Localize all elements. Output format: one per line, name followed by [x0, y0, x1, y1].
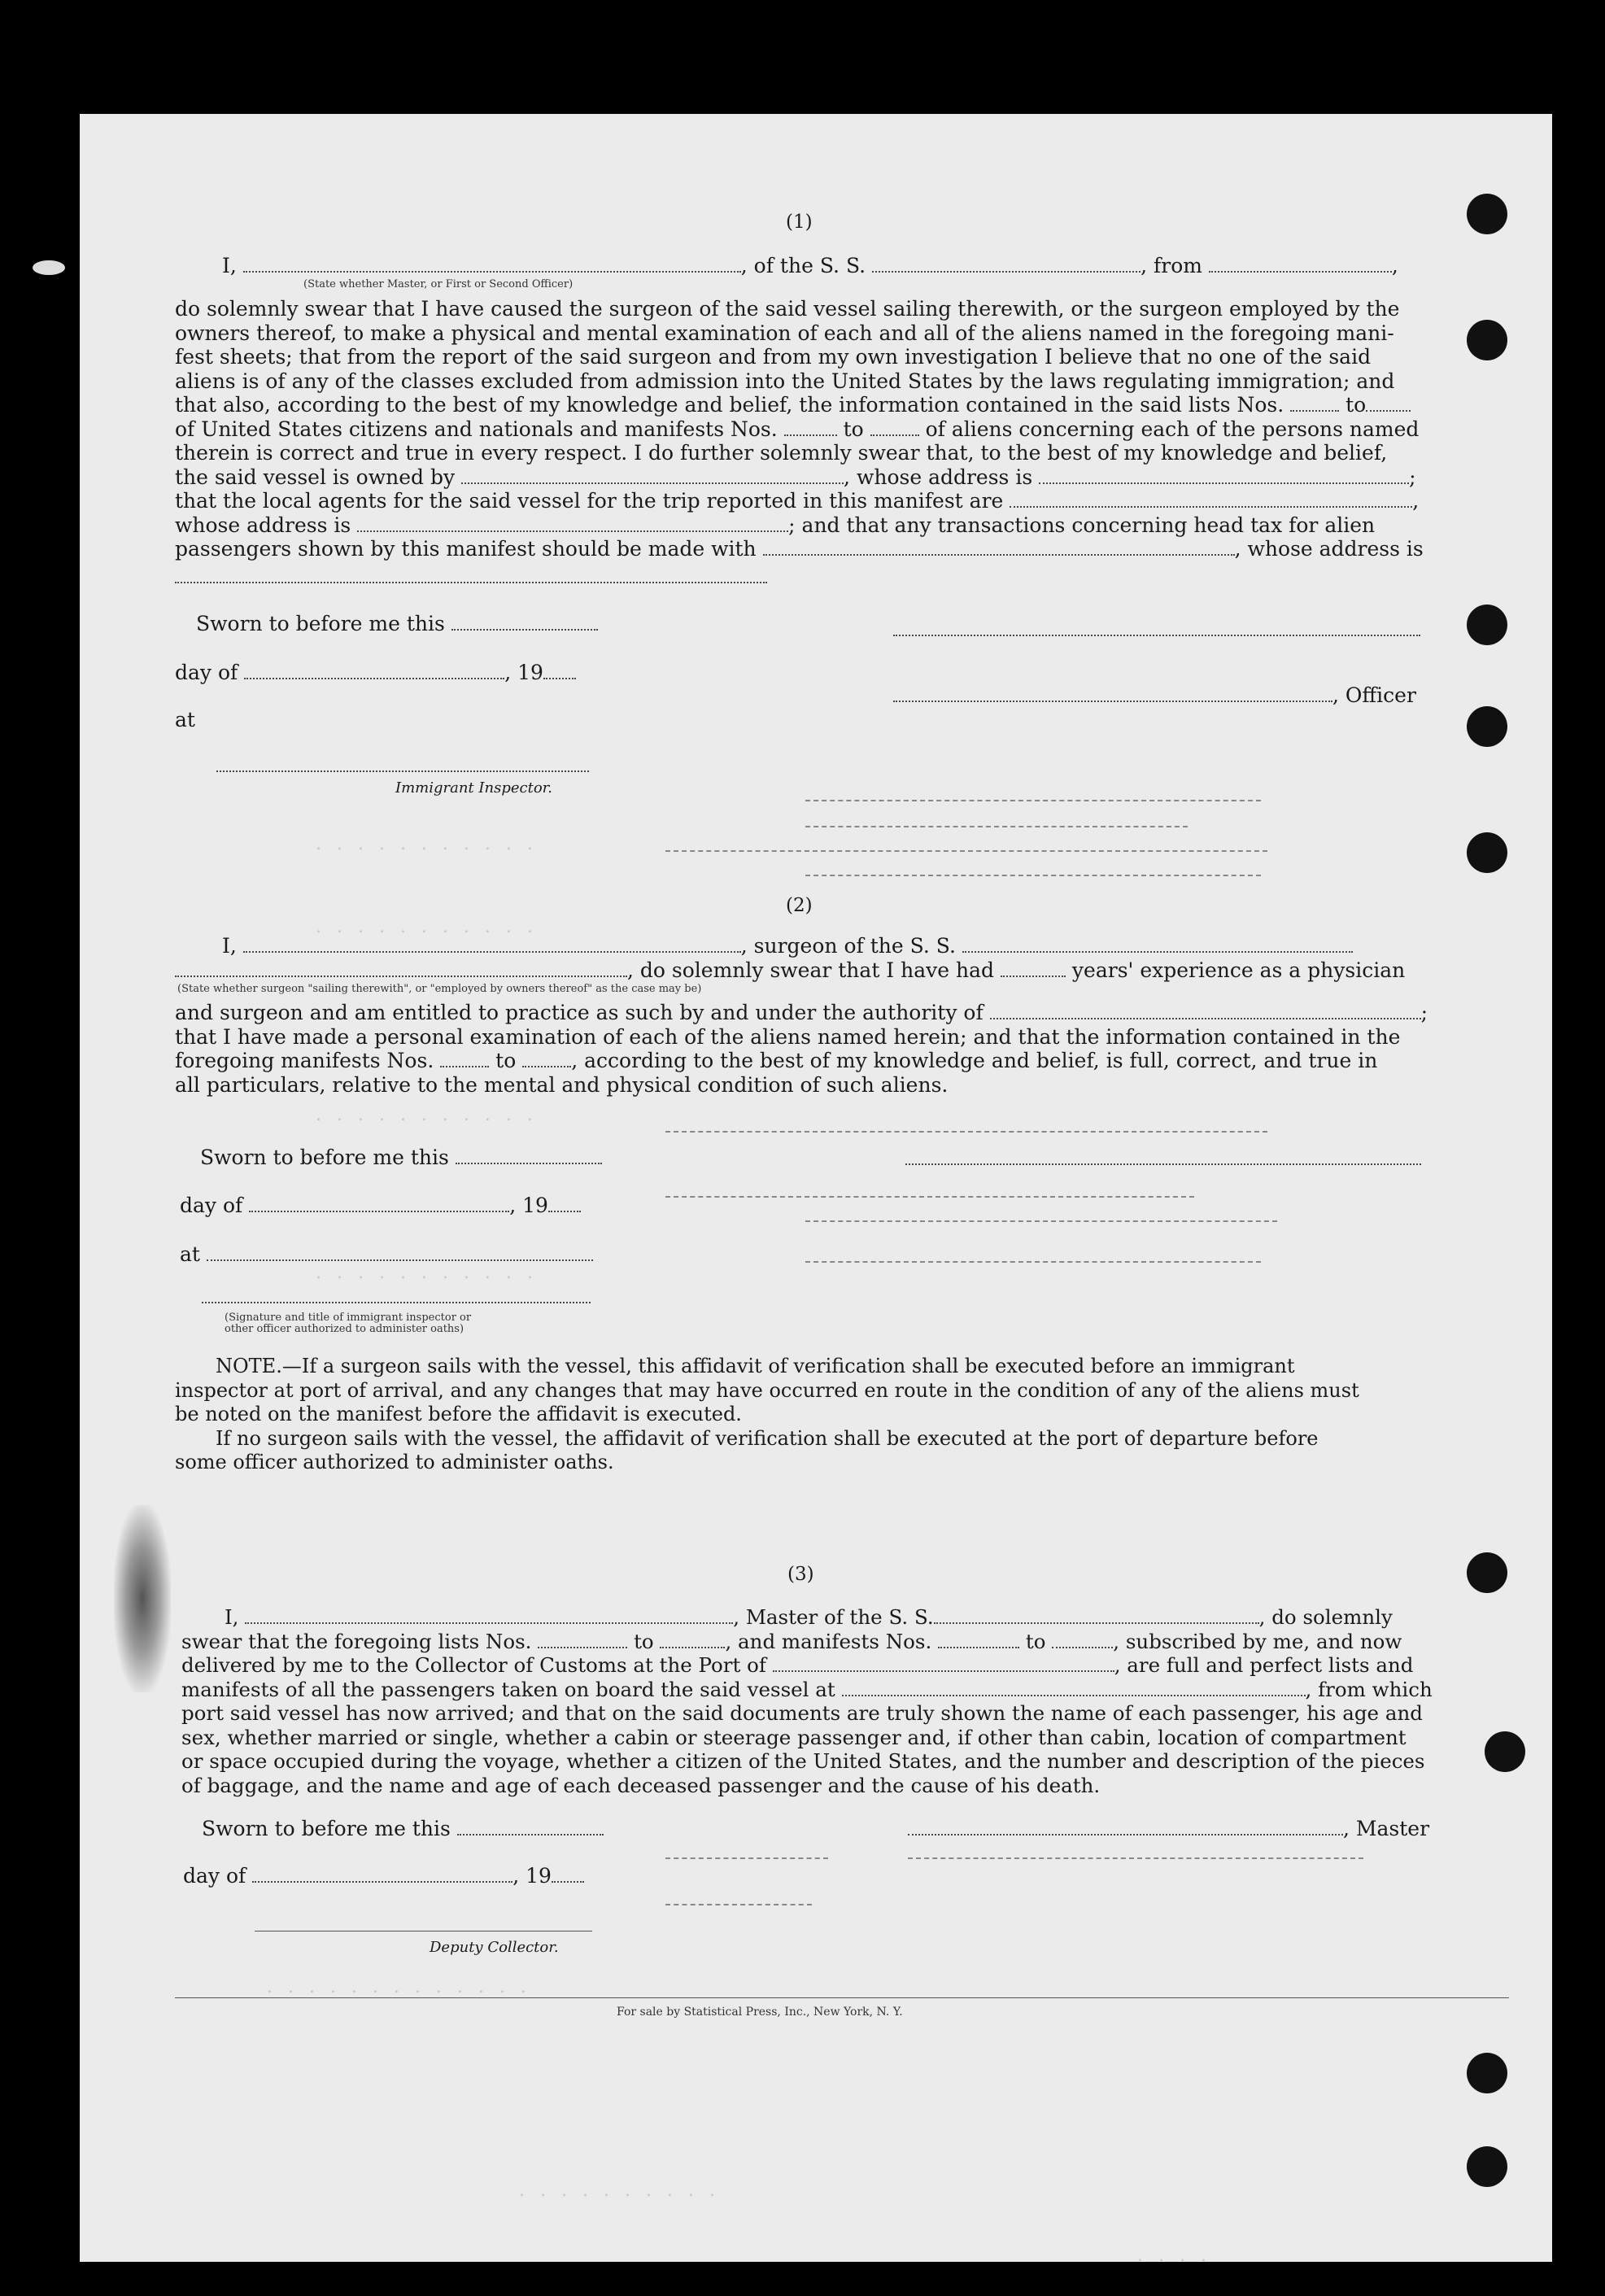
- surgeon-name-field[interactable]: [243, 935, 741, 953]
- officer-field[interactable]: [243, 255, 741, 273]
- bleed-through: [805, 826, 1188, 827]
- s1-of-ss: , of the S. S.: [740, 254, 866, 277]
- bleed-through: . . . .: [1137, 2246, 1211, 2266]
- bleed-through: . . . . . . . . . . .: [316, 917, 538, 937]
- punch-hole: [1467, 832, 1507, 873]
- s3-paragraph: I, , Master of the S. S. , do solemnly swear that the foregoing lists Nos. to , and manifests Nos. to , subscribed by me, and now delivered by me to the Collector of Customs at the Port of , are full and perfect lists and manifests of all the passengers taken on board the said vessel at , from which port said vessel has now arrived; and that on the said documents are truly shown the name of each passenger, his age and sex, whether married or single, whether a cabin or steerage passenger and, if other than cabin, location of compartment or space occupied during the voyage, whether a citizen of the United States, and the number and description of the pieces of baggage, and the name and age of each deceased passenger and the cause of his death.: [181, 1605, 1433, 1797]
- s3-manifests-from-field[interactable]: [938, 1630, 1019, 1648]
- document-page: [80, 114, 1552, 2266]
- s2-signature-note-1: (Signature and title of immigrant inspector or: [225, 1312, 472, 1324]
- collector-signature-line[interactable]: [255, 1931, 592, 1932]
- s2-signature-line[interactable]: [202, 1302, 591, 1303]
- surgeon-note: (State whether surgeon "sailing therewith", or "employed by owners thereof" as the case may be): [177, 983, 702, 995]
- s1-i-label: I,: [222, 254, 237, 277]
- owner-address-field[interactable]: [1039, 466, 1409, 484]
- s1-line: therein is correct and true in every respect. I do further solemnly swear that, to the best of my knowledge and belief,: [175, 441, 1388, 465]
- bleed-through: . . . . . . . . . . . . .: [267, 1977, 531, 1997]
- s1-line-agents: that the local agents for the said vessel for the trip reported in this manifest are ,: [175, 489, 1420, 513]
- s3-year-field[interactable]: [552, 1865, 584, 1883]
- s2-signature-top[interactable]: [905, 1163, 1421, 1165]
- s1-line: fest sheets; that from the report of the said surgeon and from my own investigation I believe that no one of the said: [175, 345, 1372, 369]
- owner-field[interactable]: [461, 466, 844, 484]
- s1-paragraph: [175, 297, 1472, 561]
- s2-sworn: Sworn to before me this: [200, 1146, 602, 1170]
- s2-line-i: I, , surgeon of the S. S.: [222, 934, 1353, 958]
- s3-lists-from-field[interactable]: [538, 1630, 627, 1648]
- s3-embark-port-field[interactable]: [842, 1678, 1306, 1696]
- officer-note: (State whether Master, or First or Second Officer): [303, 278, 574, 290]
- from-port-field[interactable]: [1209, 255, 1392, 273]
- head-tax-address-field[interactable]: [175, 582, 767, 583]
- officer-signature-top[interactable]: [893, 635, 1420, 636]
- bleed-through: [805, 875, 1261, 876]
- s3-ship-name-field[interactable]: [934, 1606, 1259, 1624]
- s1-sworn: Sworn to before me this: [196, 612, 598, 636]
- s1-line-manifests: of United States citizens and nationals and manifests Nos. to of aliens concerning each of the persons named: [175, 417, 1420, 441]
- bleed-through: [805, 1261, 1261, 1263]
- bleed-through: [665, 1857, 828, 1859]
- agents-field[interactable]: [1010, 490, 1412, 508]
- s1-line-lists: that also, according to the best of my knowledge and belief, the information contained in the said lists Nos. to: [175, 393, 1472, 417]
- bleed-through: . . . . . . . . . . .: [316, 1105, 538, 1125]
- s2-day-of-field[interactable]: [249, 1194, 509, 1212]
- section-2-number: (2): [786, 895, 813, 916]
- bleed-through: . . . . . . . . . .: [519, 2180, 720, 2201]
- s1-inspector: Immigrant Inspector.: [395, 779, 553, 797]
- punch-hole: [1467, 2146, 1507, 2187]
- bleed-through: [665, 1196, 1194, 1198]
- bleed-through: [665, 1904, 812, 1905]
- bleed-through: [805, 1220, 1277, 1222]
- s1-line: aliens is of any of the classes excluded from admission into the United States by the laws regulating immigration; and: [175, 369, 1395, 393]
- s2-day-of: day of , 19: [180, 1194, 581, 1218]
- officer-signature-field[interactable]: [893, 684, 1332, 702]
- s3-lists-to-field[interactable]: [660, 1630, 725, 1648]
- s1-from: , from: [1141, 254, 1202, 277]
- s3-collector: Deputy Collector.: [430, 1939, 559, 1956]
- s1-line: do solemnly swear that I have caused the surgeon of the said vessel sailing therewith, or the surgeon employed by the: [175, 297, 1400, 321]
- sworn-date-field[interactable]: [451, 613, 598, 631]
- s2-ship-name-field[interactable]: [962, 935, 1353, 953]
- punch-hole: [1467, 605, 1507, 645]
- s2-nos-from-field[interactable]: [440, 1050, 489, 1067]
- manifests-to-field[interactable]: [870, 418, 919, 436]
- footer-imprint: For sale by Statistical Press, Inc., New York, N. Y.: [617, 2006, 903, 2019]
- s3-master-name-field[interactable]: [245, 1606, 733, 1624]
- years-field[interactable]: [1001, 959, 1066, 977]
- s2-nos-to-field[interactable]: [522, 1050, 571, 1067]
- surgeon-type-field[interactable]: [175, 959, 627, 977]
- punch-hole: [1467, 2053, 1507, 2093]
- s1-officer: , Officer: [893, 683, 1416, 708]
- day-of-field[interactable]: [244, 661, 504, 679]
- agents-address-field[interactable]: [357, 514, 788, 532]
- lists-to-field[interactable]: [1366, 394, 1411, 412]
- s1-line: owners thereof, to make a physical and mental examination of each and all of the aliens named in the foregoing mani-: [175, 321, 1394, 345]
- bleed-through: [665, 1131, 1267, 1133]
- s2-at: at: [180, 1242, 593, 1267]
- scan-smudge: [114, 1505, 171, 1692]
- s2-paragraph: and surgeon and am entitled to practice as such by and under the authority of ; that I have made a personal examination of each of the aliens named herein; and that the information contained in the foregoing manifests Nos. to , according to the best of my knowledge and belief, is full, correct, and true in all particulars, relative to the mental and physical condition of such aliens.: [175, 1001, 1428, 1097]
- section-1-number: (1): [786, 212, 813, 233]
- s3-day-of: day of , 19: [183, 1864, 584, 1888]
- inspector-signature-line[interactable]: [216, 770, 589, 772]
- s1-at: at: [175, 708, 195, 731]
- lists-from-field[interactable]: [1290, 394, 1339, 412]
- s3-port-field[interactable]: [773, 1654, 1114, 1672]
- s1-line-agent-address: whose address is ; and that any transactions concerning head tax for alien: [175, 513, 1376, 537]
- bleed-through: . . . . . . . . . . .: [316, 1263, 538, 1283]
- bleed-through: [805, 800, 1261, 801]
- s2-year-field[interactable]: [548, 1194, 581, 1212]
- authority-field[interactable]: [990, 1002, 1421, 1019]
- year-field[interactable]: [543, 661, 576, 679]
- bleed-through: [665, 850, 1267, 852]
- s3-sworn: Sworn to before me this: [202, 1817, 604, 1841]
- punch-hole: [1467, 1552, 1507, 1593]
- s3-master: , Master: [908, 1817, 1429, 1841]
- scan-smudge: [33, 260, 65, 275]
- s1-line-owner: the said vessel is owned by , whose address is ;: [175, 465, 1416, 489]
- manifests-from-field[interactable]: [784, 418, 837, 436]
- s1-line-i: I, , of the S. S. , from ,: [222, 254, 1398, 277]
- ship-name-field[interactable]: [872, 255, 1141, 273]
- s3-day-of-field[interactable]: [252, 1865, 512, 1883]
- s2-line-2: , do solemnly swear that I have had years' experience as a physician: [175, 958, 1405, 983]
- footer-rule: [175, 1997, 1509, 1998]
- s3-master-signature-field[interactable]: [908, 1818, 1343, 1835]
- head-tax-field[interactable]: [763, 538, 1235, 556]
- note-paragraph: NOTE.—If a surgeon sails with the vessel, this affidavit of verification shall be executed before an immigrant inspector at port of arrival, and any changes that may have occurred en route in the condition of any of the aliens must be noted on the manifest before the affidavit is executed. If no surgeon sails with the vessel, the affidavit of verification shall be executed at the port of departure before some officer authorized to administer oaths.: [175, 1355, 1359, 1473]
- punch-hole: [1467, 320, 1507, 360]
- s2-signature-note-2: other officer authorized to administer oaths): [225, 1323, 464, 1335]
- s2-at-field[interactable]: [207, 1243, 593, 1261]
- s1-day-of: day of , 19: [175, 661, 576, 685]
- s3-sworn-date-field[interactable]: [457, 1818, 604, 1835]
- s2-sworn-date-field[interactable]: [456, 1146, 602, 1164]
- punch-hole: [1467, 194, 1507, 234]
- punch-hole: [1467, 706, 1507, 747]
- bleed-through: . . . . . . . . . . .: [316, 834, 538, 854]
- s1-line-head-tax: passengers shown by this manifest should be made with , whose address is: [175, 537, 1424, 561]
- s3-manifests-to-field[interactable]: [1052, 1630, 1113, 1648]
- bleed-through: [908, 1857, 1363, 1859]
- section-3-number: (3): [787, 1564, 814, 1585]
